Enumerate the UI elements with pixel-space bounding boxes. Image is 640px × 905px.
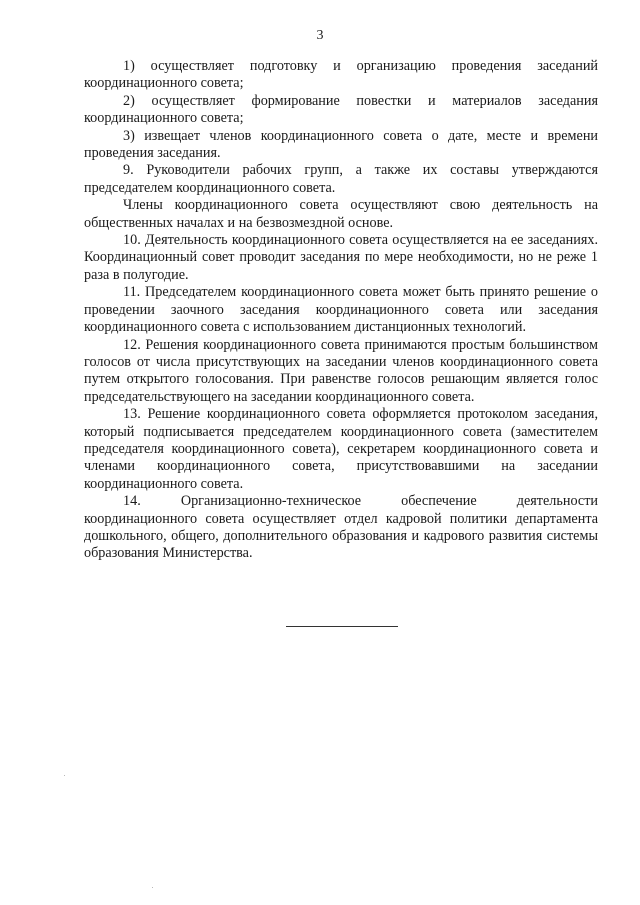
paragraph-item-2: 2) осуществляет формирование повестки и материалов заседания координационного совета; [84,92,598,127]
paragraph-clause-13: 13. Решение координационного совета оформляется протоколом заседания, который подписывается председателем координационного совета (заместителем председателя координационного совета), секретарем координационного совета и членами координационного совета, присутствовавшими на заседании координационного совета. [84,406,598,492]
document-body [84,58,598,563]
page-number: 3 [316,28,324,43]
paragraph-item-1: 1) осуществляет подготовку и организацию проведения заседаний координационного совета; [84,58,598,92]
paragraph-clause-12: 12. Решения координационного совета принимаются простым большинством голосов от числа присутствующих на заседании членов координационного совета путем открытого голосования. При равенстве голосов решающим является голос председательствующего на заседании координационного совета. [84,336,598,405]
end-rule [286,626,398,627]
paragraph-clause-10: 10. Деятельность координационного совета осуществляется на ее заседаниях. Координационный совет проводит заседания по мере необходимости, но не реже 1 раза в полугодие. [84,232,598,283]
scan-speck [152,887,153,888]
paragraph-clause-11: 11. Председателем координационного совета может быть принято решение о проведении заочного заседания координационного совета или заседания координационного совета с использованием дистанционных технологий. [84,284,598,336]
paragraph-item-3: 3) извещает членов координационного совета о дате, месте и времени проведения заседания. [84,127,598,162]
paragraph-clause-9: 9. Руководители рабочих групп, а также их составы утверждаются председателем координационного совета. [84,162,598,196]
paragraph-clause-14: 14. Организационно-техническое обеспечение деятельности координационного совета осуществляет отдел кадровой политики департамента дошкольного, общего, дополнительного образования и кадрового развития системы образования Министерства. [84,493,598,562]
paragraph-members: Члены координационного совета осуществляют свою деятельность на общественных началах и на безвозмездной основе. [84,197,598,231]
scan-speck [64,775,65,776]
